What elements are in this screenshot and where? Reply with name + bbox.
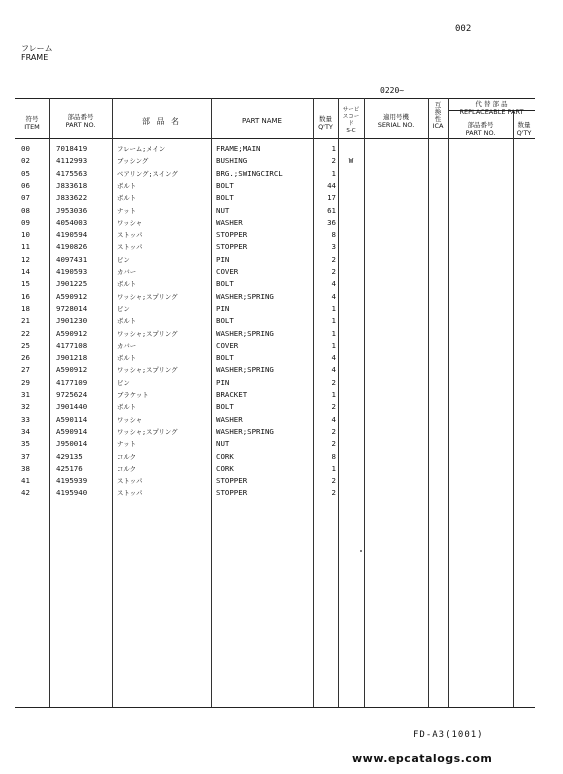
table-row: [0, 401, 563, 413]
table-row: [0, 291, 563, 303]
page-number: 002: [455, 24, 472, 34]
page-title: FRAME: [21, 53, 49, 62]
part-number: J901230: [56, 316, 88, 326]
table-row: [0, 340, 563, 352]
item-number: 35: [21, 439, 30, 449]
item-number: 06: [21, 180, 30, 190]
item-number: 12: [21, 254, 30, 264]
part-name-jp: フレーム;メイン: [117, 145, 166, 153]
part-name: STOPPER: [216, 242, 248, 252]
quantity: 3: [331, 242, 336, 252]
part-name-jp: ピン: [117, 255, 130, 264]
part-number: 4190593: [56, 267, 88, 276]
quantity: 2: [331, 439, 336, 449]
item-number: 11: [21, 242, 30, 252]
part-name-jp: ボルト: [117, 280, 137, 289]
part-name: BUSHING: [216, 156, 248, 166]
part-number: 4195940: [56, 488, 88, 498]
table-row: [0, 364, 563, 376]
part-number: 4190826: [56, 242, 88, 252]
table-row: [0, 487, 563, 499]
header-bottom-rule: [15, 138, 535, 139]
table-row: [0, 278, 563, 290]
item-number: 21: [21, 316, 30, 326]
table-row: [0, 426, 563, 438]
table-row: [0, 254, 563, 266]
table-row: [0, 328, 563, 340]
quantity: 1: [331, 463, 336, 473]
table-row: [0, 352, 563, 364]
part-name: PIN: [216, 377, 230, 387]
part-name: WASHER;SPRING: [216, 365, 274, 375]
item-number: 26: [21, 353, 30, 363]
item-number: 42: [21, 488, 30, 498]
table-row: [0, 143, 563, 155]
service-code: W: [348, 156, 354, 166]
header-part-name-jp: 部 品 名: [141, 117, 182, 126]
table-row: [0, 389, 563, 401]
header-serial: 適用号機 SERIAL NO.: [377, 113, 415, 129]
table-row: [0, 217, 563, 229]
quantity: 4: [331, 279, 336, 289]
part-number: 9725624: [56, 390, 88, 399]
item-number: 32: [21, 402, 30, 412]
part-name-jp: ストッパ: [117, 477, 143, 486]
quantity: 2: [331, 402, 336, 412]
part-number: J950014: [56, 439, 88, 449]
quantity: 1: [331, 303, 336, 313]
part-name: STOPPER: [216, 476, 248, 486]
table-row: [0, 377, 563, 389]
header-part-name: PART NAME: [242, 117, 282, 125]
item-number: 14: [21, 267, 30, 276]
part-name: WASHER;SPRING: [216, 426, 274, 436]
footer-code: FD-A3(1001): [413, 730, 484, 740]
part-name-jp: ブラケット: [117, 391, 149, 399]
quantity: 1: [331, 316, 336, 326]
part-name: WASHER: [216, 217, 243, 227]
part-name: BOLT: [216, 316, 234, 326]
part-name-jp: コルク: [117, 464, 137, 473]
part-name-jp: ストッパ: [117, 243, 143, 252]
quantity: 4: [331, 414, 336, 424]
quantity: 8: [331, 230, 336, 240]
quantity: 1: [331, 390, 336, 399]
table-row: [0, 155, 563, 167]
item-number: 34: [21, 426, 30, 436]
part-name-jp: ナット: [117, 440, 137, 449]
quantity: 2: [331, 488, 336, 498]
part-number: A590912: [56, 291, 88, 301]
part-number: 4190594: [56, 230, 88, 240]
part-number: J833622: [56, 193, 88, 203]
part-name-jp: ストッパ: [117, 231, 143, 240]
quantity: 2: [331, 254, 336, 264]
part-name-jp: カバー: [117, 268, 137, 276]
part-name: BRACKET: [216, 390, 248, 399]
quantity: 4: [331, 365, 336, 375]
item-number: 41: [21, 476, 30, 486]
header-rep-qty: 数量 Q'TY: [516, 121, 532, 137]
header-sc: サービスコード S-C: [342, 107, 360, 134]
part-number: 429135: [56, 451, 83, 461]
quantity: 1: [331, 168, 336, 178]
quantity: 8: [331, 451, 336, 461]
part-name: PIN: [216, 303, 230, 313]
quantity: 1: [331, 144, 336, 153]
table-row: [0, 438, 563, 450]
table-row: [0, 451, 563, 463]
item-number: 10: [21, 230, 30, 240]
part-name: PIN: [216, 254, 230, 264]
serial-start: 0220~: [380, 86, 405, 95]
part-number: 4195939: [56, 476, 88, 486]
part-number: J901440: [56, 402, 88, 412]
item-number: 38: [21, 463, 30, 473]
table-row: [0, 180, 563, 192]
part-number: 9728014: [56, 303, 88, 313]
part-name: WASHER;SPRING: [216, 291, 274, 301]
quantity: 2: [331, 267, 336, 276]
part-name-jp: ボルト: [117, 181, 137, 190]
part-name: COVER: [216, 340, 239, 350]
part-number: A590912: [56, 365, 88, 375]
table-row: [0, 205, 563, 217]
part-number: J901218: [56, 353, 88, 363]
item-number: 27: [21, 365, 30, 375]
part-name-jp: ワッシャ;スプリング: [117, 329, 178, 338]
part-name-jp: ワッシャ;スプリング: [117, 292, 178, 301]
item-number: 16: [21, 291, 30, 301]
part-name: CORK: [216, 451, 234, 461]
quantity: 1: [331, 328, 336, 338]
part-number: 425176: [56, 463, 83, 473]
part-name: BOLT: [216, 279, 234, 289]
part-number: A590114: [56, 414, 88, 424]
header-part-no: 部品番号 PART NO.: [65, 113, 96, 129]
part-name-jp: ワッシャ;スプリング: [117, 366, 178, 375]
part-name: NUT: [216, 439, 230, 449]
item-number: 31: [21, 390, 30, 399]
part-number: 4112993: [56, 156, 88, 166]
header-item: 符号 ITEM: [24, 115, 40, 131]
part-number: 4054003: [56, 217, 88, 227]
part-name: BRG.;SWINGCIRCL: [216, 168, 283, 178]
part-name-jp: ワッシャ;スプリング: [117, 427, 178, 436]
website-watermark: www.epcatalogs.com: [352, 752, 493, 765]
table-row: [0, 241, 563, 253]
table-row: [0, 315, 563, 327]
table-row: [0, 475, 563, 487]
part-name-jp: ボルト: [117, 317, 137, 326]
part-number: J953036: [56, 205, 88, 215]
item-number: 15: [21, 279, 30, 289]
part-name-jp: ブッシング: [117, 157, 149, 166]
item-number: 05: [21, 168, 30, 178]
table-row: [0, 168, 563, 180]
part-name-jp: ストッパ: [117, 489, 143, 498]
header-ica: 互換性 ICA: [432, 101, 444, 130]
part-number: 4175563: [56, 168, 88, 178]
part-name: BOLT: [216, 193, 234, 203]
table-row: [0, 463, 563, 475]
item-number: 02: [21, 156, 30, 166]
header-replaceable: 代 替 部 品 REPLACEABLE PART: [459, 100, 524, 116]
table-top-rule: [15, 98, 535, 99]
quantity: 44: [327, 180, 336, 190]
part-name-jp: カバー: [117, 341, 137, 350]
part-name-jp: ベアリング;スイング: [117, 169, 178, 178]
part-name-jp: ボルト: [117, 194, 137, 203]
quantity: 2: [331, 156, 336, 166]
header-rep-part-no: 部品番号 PART NO.: [465, 121, 496, 137]
table-row: [0, 414, 563, 426]
part-name-jp: ボルト: [117, 403, 137, 412]
table-row: [0, 192, 563, 204]
part-number: A590912: [56, 328, 88, 338]
quantity: 1: [331, 340, 336, 350]
item-number: 07: [21, 193, 30, 203]
quantity: 4: [331, 353, 336, 363]
part-name-jp: コルク: [117, 452, 137, 461]
table-bottom-rule: [15, 707, 535, 708]
quantity: 17: [327, 193, 336, 203]
stray-dot: [360, 550, 362, 552]
quantity: 61: [327, 205, 336, 215]
quantity: 2: [331, 426, 336, 436]
title-jp: フレーム: [21, 44, 53, 53]
quantity: 4: [331, 291, 336, 301]
part-name: BOLT: [216, 353, 234, 363]
item-number: 37: [21, 451, 30, 461]
table-row: [0, 266, 563, 278]
part-name: NUT: [216, 205, 230, 215]
part-name: CORK: [216, 463, 234, 473]
header-qty: 数量 Q'TY: [318, 115, 333, 131]
part-number: J901225: [56, 279, 88, 289]
part-number: 4097431: [56, 254, 88, 264]
part-name-jp: ナット: [117, 206, 137, 215]
part-number: A590914: [56, 426, 88, 436]
item-number: 00: [21, 144, 30, 153]
item-number: 25: [21, 340, 30, 350]
item-number: 29: [21, 377, 30, 387]
part-number: J833618: [56, 180, 88, 190]
part-name: STOPPER: [216, 488, 248, 498]
part-name-jp: ワッシャ: [117, 218, 143, 227]
part-name: BOLT: [216, 402, 234, 412]
part-name-jp: ボルト: [117, 354, 137, 363]
quantity: 36: [327, 217, 336, 227]
table-row: [0, 229, 563, 241]
part-name: WASHER;SPRING: [216, 328, 274, 338]
quantity: 2: [331, 377, 336, 387]
item-number: 18: [21, 303, 30, 313]
item-number: 33: [21, 414, 30, 424]
part-name: BOLT: [216, 180, 234, 190]
part-name: STOPPER: [216, 230, 248, 240]
part-name: FRAME;MAIN: [216, 144, 261, 153]
part-name-jp: ピン: [117, 378, 130, 387]
part-number: 4177109: [56, 377, 88, 387]
part-name-jp: ワッシャ: [117, 415, 143, 424]
part-number: 7018419: [56, 144, 88, 153]
item-number: 22: [21, 328, 30, 338]
item-number: 09: [21, 217, 30, 227]
table-row: [0, 303, 563, 315]
part-name-jp: ピン: [117, 304, 130, 313]
item-number: 08: [21, 205, 30, 215]
part-name: WASHER: [216, 414, 243, 424]
part-number: 4177108: [56, 340, 88, 350]
quantity: 2: [331, 476, 336, 486]
part-name: COVER: [216, 267, 239, 276]
